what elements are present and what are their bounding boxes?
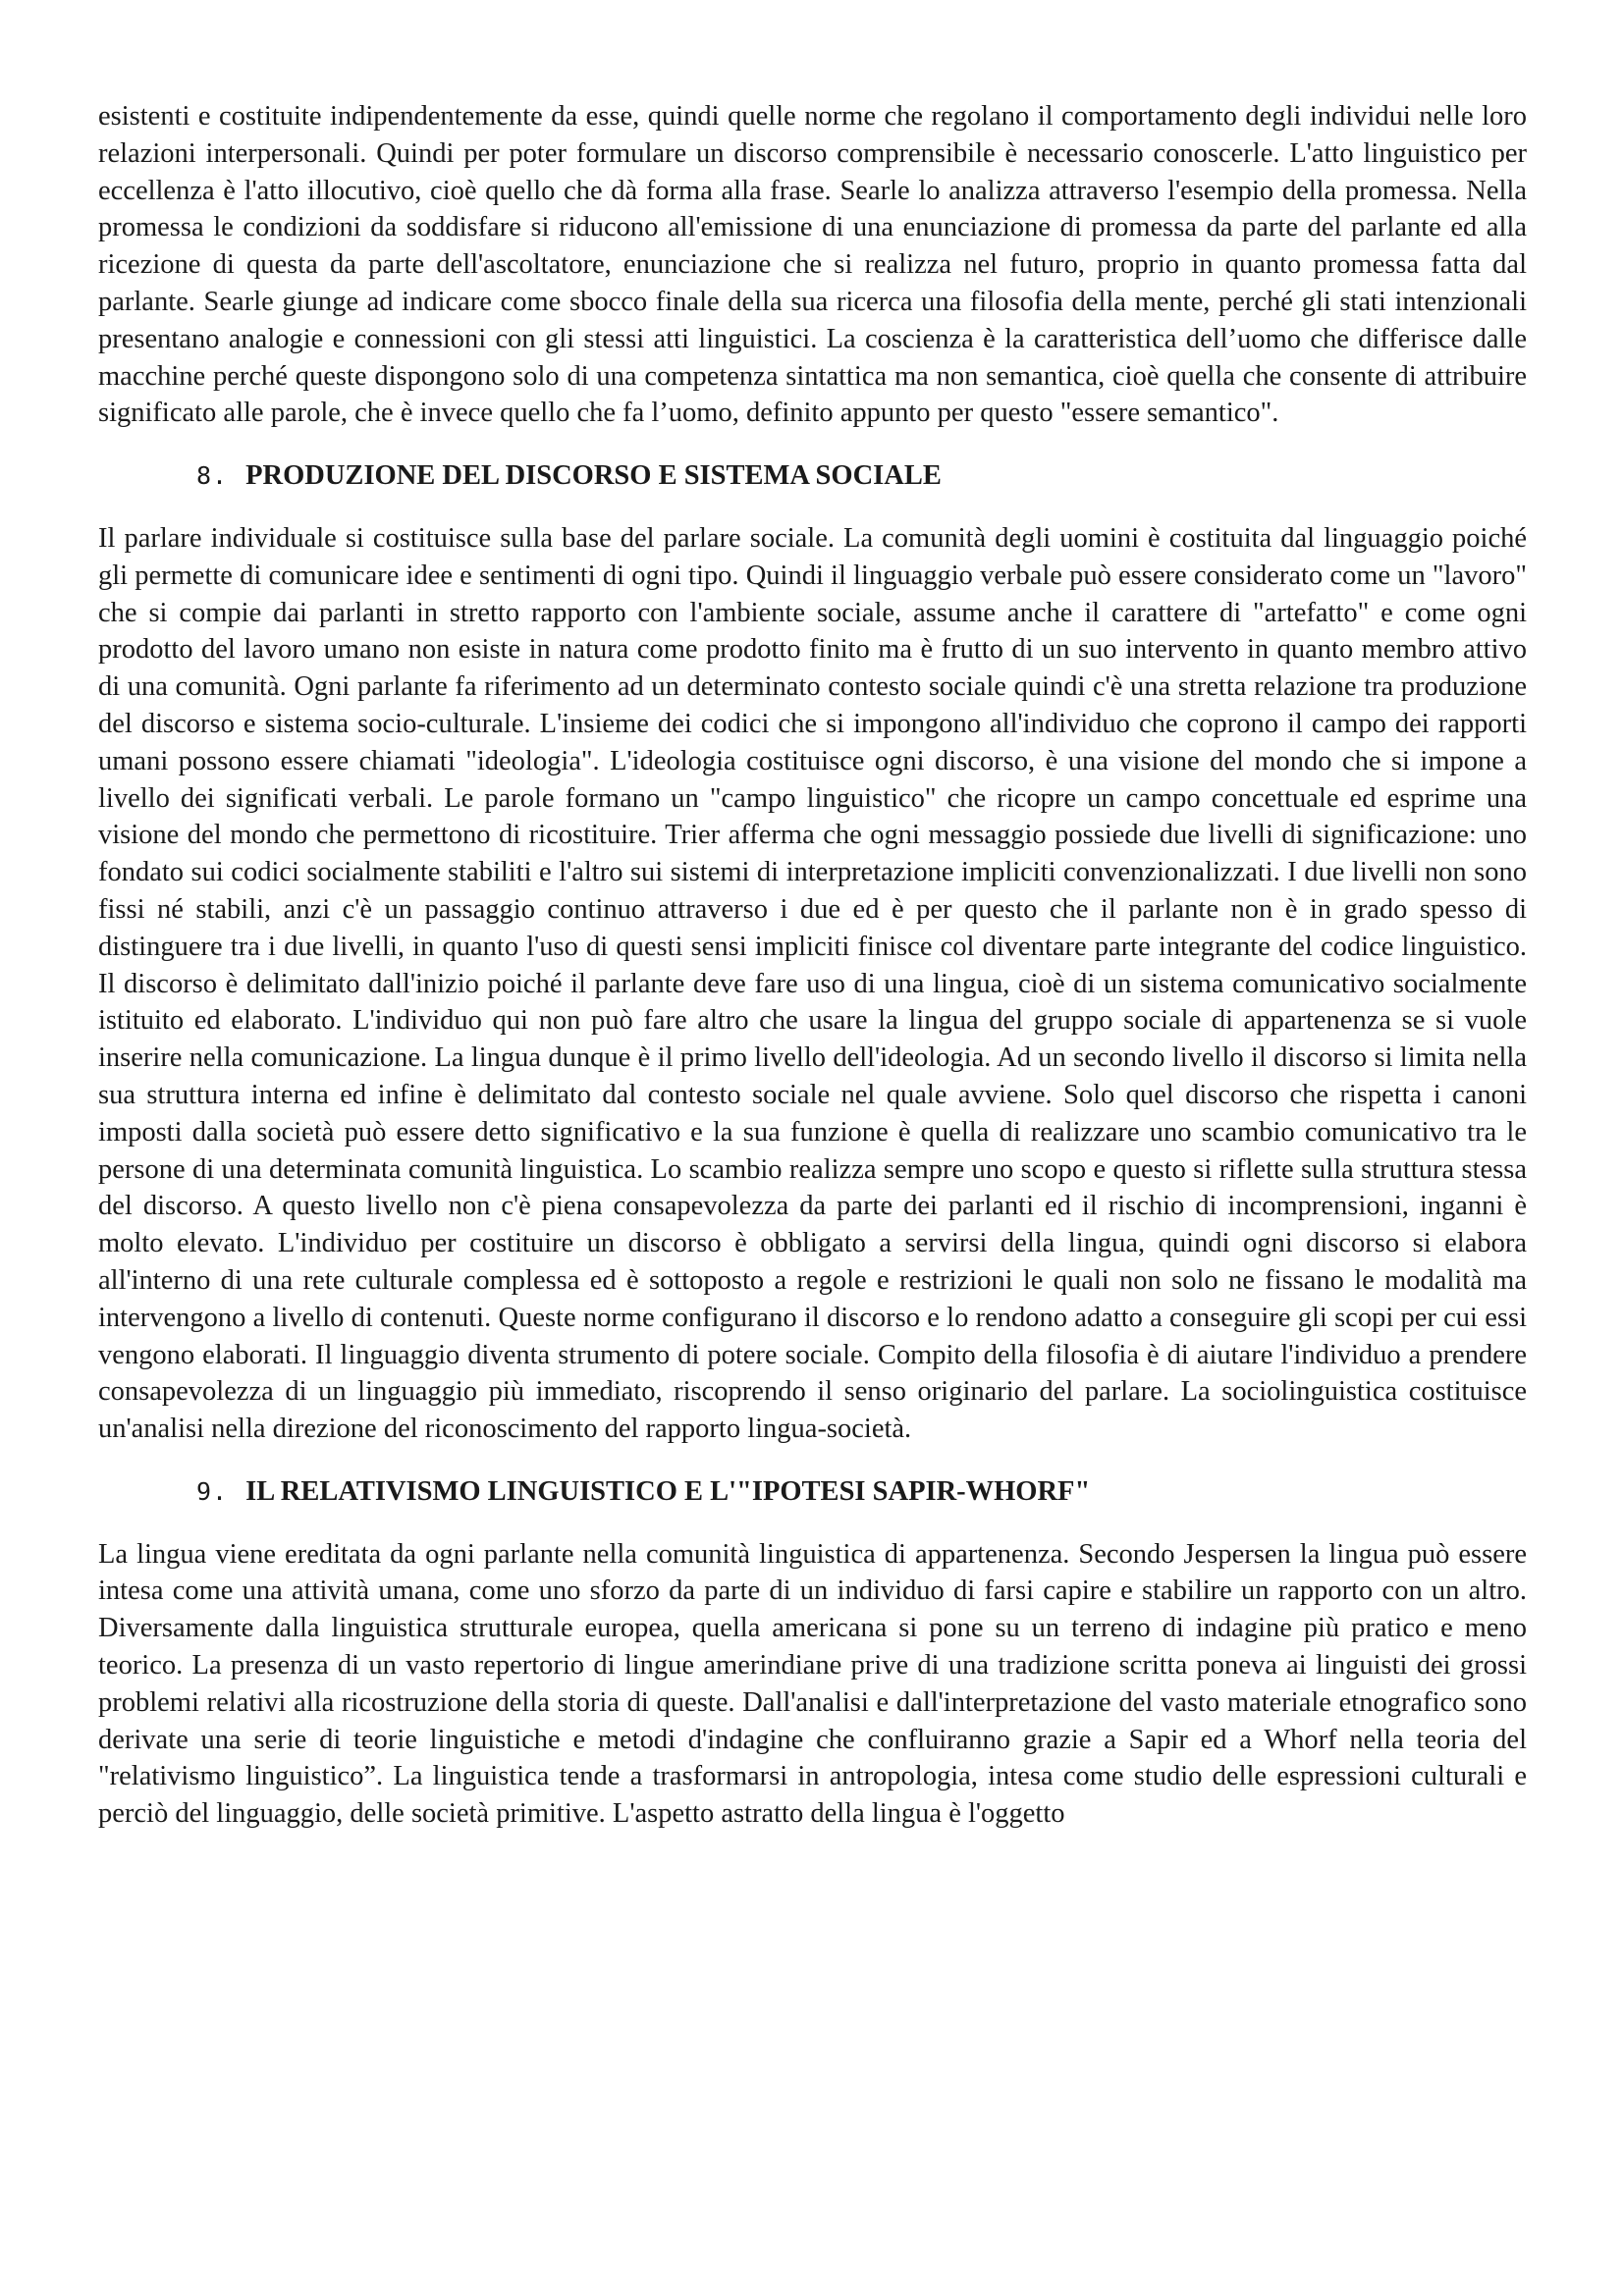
page-content bbox=[98, 98, 1527, 1833]
intro-paragraph: esistenti e costituite indipendentemente da esse, quindi quelle norme che regolano il comportamento degli individui nelle loro relazioni interpersonali. Quindi per poter formulare un discorso comprensibile è necessario conoscerle. L'atto linguistico per eccellenza è l'atto illocutivo, cioè quello che dà forma alla frase. Searle lo analizza attraverso l'esempio della promessa. Nella promessa le condizioni da soddisfare si riducono all'emissione di una enunciazione di promessa da parte del parlante ed alla ricezione di questa da parte dell'ascoltatore, enunciazione che si realizza nel futuro, proprio in quanto promessa fatta dal parlante. Searle giunge ad indicare come sbocco finale della sua ricerca una filosofia della mente, perché gli stati intenzionali presentano analogie e connessioni con gli stessi atti linguistici. La coscienza è la caratteristica dell’uomo che differisce dalle macchine perché queste dispongono solo di una competenza sintattica ma non semantica, cioè quella che consente di attribuire significato alle parole, che è invece quello che fa l’uomo, definito appunto per questo "essere semantico". bbox=[98, 101, 1527, 429]
section-8-heading bbox=[98, 457, 1527, 495]
section-9-title: IL RELATIVISMO LINGUISTICO E L'"IPOTESI SAPIR-WHORF" bbox=[245, 1475, 1091, 1507]
section-8-number: 8. bbox=[196, 461, 229, 491]
section-8-title: PRODUZIONE DEL DISCORSO E SISTEMA SOCIALE bbox=[245, 460, 942, 492]
section-8-paragraph: Il parlare individuale si costituisce sulla base del parlare sociale. La comunità degli uomini è costituita dal linguaggio poiché gli permette di comunicare idee e sentimenti di ogni tipo. Quindi il linguaggio verbale può essere considerato come un "lavoro" che si compie dai parlanti in stretto rapporto con l'ambiente sociale, assume anche il carattere di "artefatto" e come ogni prodotto del lavoro umano non esiste in natura come prodotto finito ma è frutto di un suo intervento in quanto membro attivo di una comunità. Ogni parlante fa riferimento ad un determinato contesto sociale quindi c'è una stretta relazione tra produzione del discorso e sistema socio-culturale. L'insieme dei codici che si impongono all'individuo che coprono il campo dei rapporti umani possono essere chiamati "ideologia". L'ideologia costituisce ogni discorso, è una visione del mondo che si impone a livello dei significati verbali. Le parole formano un "campo linguistico" che ricopre un campo concettuale ed esprime una visione del mondo che permettono di ricostituire. Trier afferma che ogni messaggio possiede due livelli di significazione: uno fondato sui codici socialmente stabiliti e l'altro sui sistemi di interpretazione impliciti convenzionalizzati. I due livelli non sono fissi né stabili, anzi c'è un passaggio continuo attraverso i due ed è per questo che il parlante non è in grado spesso di distinguere tra i due livelli, in quanto l'uso di questi sensi impliciti finisce col diventare parte integrante del codice linguistico. Il discorso è delimitato dall'inizio poiché il parlante deve fare uso di una lingua, cioè di un sistema comunicativo socialmente istituito ed elaborato. L'individuo qui non può fare altro che usare la lingua del gruppo sociale di appartenenza se si vuole inserire nella comunicazione. La lingua dunque è il primo livello dell'ideologia. Ad un secondo livello il discorso si limita nella sua struttura interna ed infine è delimitato dal contesto sociale nel quale avviene. Solo quel discorso che rispetta i canoni imposti dalla società può essere detto significativo e la sua funzione è quella di realizzare uno scambio comunicativo tra le persone di una determinata comunità linguistica. Lo scambio realizza sempre uno scopo e questo si riflette sulla struttura stessa del discorso. A questo livello non c'è piena consapevolezza da parte dei parlanti ed il rischio di incomprensioni, inganni è molto elevato. L'individuo per costituire un discorso è obbligato a servirsi della lingua, quindi ogni discorso si elabora all'interno di una rete culturale complessa ed è sottoposto a regole e restrizioni le quali non solo ne fissano le modalità ma intervengono a livello di contenuti. Queste norme configurano il discorso e lo rendono adatto a conseguire gli scopi per cui essi vengono elaborati. Il linguaggio diventa strumento di potere sociale. Compito della filosofia è di aiutare l'individuo a prendere consapevolezza di un linguaggio più immediato, riscoprendo il senso originario del parlare. La sociolinguistica costituisce un'analisi nella direzione del riconoscimento del rapporto lingua-società. bbox=[98, 522, 1527, 1445]
section-9-heading bbox=[98, 1473, 1527, 1511]
section-9-number: 9. bbox=[196, 1476, 229, 1506]
section-9-paragraph: La lingua viene ereditata da ogni parlante nella comunità linguistica di appartenenza. Secondo Jespersen la lingua può essere intesa come una attività umana, come uno sforzo da parte di un individuo di farsi capire e stabilire un rapporto con un altro. Diversamente dalla linguistica strutturale europea, quella americana si pone su un terreno di indagine più pratico e meno teorico. La presenza di un vasto repertorio di lingue amerindiane prive di una tradizione scritta poneva ai linguisti dei grossi problemi relativi alla ricostruzione della storia di queste. Dall'analisi e dall'interpretazione del vasto materiale etnografico sono derivate una serie di teorie linguistiche e metodi d'indagine che confluiranno grazie a Sapir ed a Whorf nella teoria del "relativismo linguistico”. La linguistica tende a trasformarsi in antropologia, intesa come studio delle espressioni culturali e perciò del linguaggio, delle società primitive. L'aspetto astratto della lingua è l'oggetto bbox=[98, 1538, 1527, 1830]
